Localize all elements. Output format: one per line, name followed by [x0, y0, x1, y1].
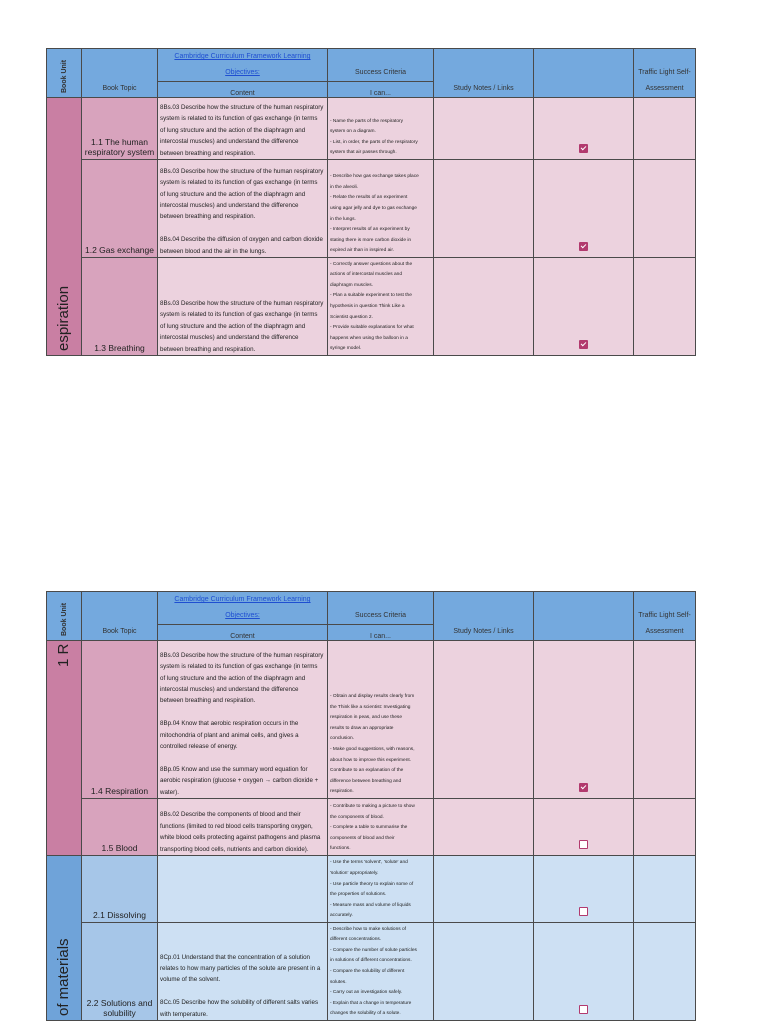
text-line: - Carry out an investigation safely. — [330, 990, 403, 996]
text-line: aerobic respiration (glucose + oxygen → carbon dioxide + — [160, 777, 319, 785]
notes-cell[interactable] — [434, 856, 534, 923]
text-line — [160, 707, 326, 718]
text-line: 8Bp.05 Know and use the summary word equation for — [160, 765, 308, 773]
traffic-cell[interactable] — [634, 799, 696, 856]
header-book-topic: Book Topic — [82, 49, 158, 98]
header-blank — [534, 592, 634, 641]
book-unit-label: Book Unit — [61, 59, 68, 93]
content-cell — [158, 923, 328, 1021]
text-line — [160, 752, 326, 763]
text-line: functions. — [330, 846, 351, 852]
text-line: - Name the parts of the respiratory — [330, 118, 404, 124]
text-line: - Describe how gas exchange takes place — [330, 174, 419, 180]
text-line: between breathing and respiration. — [160, 345, 256, 353]
text-line: - Contribute to making a picture to show — [330, 804, 415, 810]
text-line — [160, 223, 326, 234]
text-line: - Complete a table to summarise the — [330, 825, 408, 831]
text-line: respiration in peas, and use these — [330, 715, 403, 721]
text-line: results to draw an appropriate — [330, 725, 394, 731]
checkbox-cell[interactable] — [534, 160, 634, 258]
header-blank — [534, 49, 634, 98]
traffic-cell[interactable] — [634, 160, 696, 258]
header-book-unit — [47, 49, 82, 98]
tracker-sheet-2 — [46, 591, 695, 1021]
text-line: with temperature. — [160, 1010, 208, 1018]
text-line: - Relate the results of an experiment — [330, 195, 408, 201]
content-cell — [158, 856, 328, 923]
text-line: - Compare the solubility of different — [330, 969, 405, 975]
tracker-sheet-1 — [46, 48, 695, 356]
text-line: - Compare the number of solute particles — [330, 947, 417, 953]
text-line: - Interpret results of an experiment by — [330, 227, 410, 233]
text-line: using agar jelly and dye to gas exchange — [330, 206, 417, 212]
header-traffic — [634, 592, 696, 641]
text-line: expired air than in inspired air. — [330, 248, 394, 254]
notes-cell[interactable] — [434, 258, 534, 356]
text-line: 8Bs.02 Describe the components of blood and their — [160, 811, 301, 819]
unit-label-r: 1 R — [55, 643, 72, 667]
text-line: system on a diagram. — [330, 129, 376, 135]
notes-cell[interactable] — [434, 160, 534, 258]
header-traffic — [634, 49, 696, 98]
check-box[interactable] — [579, 1005, 588, 1014]
unit-cell-respiration — [47, 98, 82, 356]
notes-cell[interactable] — [434, 923, 534, 1021]
text-line: - Use particle theory to explain some of — [330, 881, 414, 887]
text-line: functions (limited to red blood cells transporting oxygen, — [160, 822, 313, 830]
success-cell — [328, 258, 434, 356]
unit-label-respiration: espiration — [55, 285, 72, 351]
text-line: water). — [160, 788, 179, 796]
text-line: between blood and the air in the lungs. — [160, 247, 267, 255]
traffic-line2: Assessment — [645, 85, 684, 92]
text-line: between breathing and respiration. — [160, 213, 256, 221]
text-line: - Describe how to make solutions of — [330, 926, 406, 932]
text-line: syringe model. — [330, 346, 362, 352]
text-line: volume of the solvent. — [160, 976, 221, 984]
book-unit-label: Book Unit — [61, 602, 68, 636]
text-line: Scientist question 2. — [330, 314, 373, 320]
checkbox-cell[interactable] — [534, 799, 634, 856]
tracker-table-1 — [46, 48, 696, 356]
text-line: relates to how many particles of the solute are present in a — [160, 964, 321, 972]
success-cell — [328, 641, 434, 799]
traffic-cell[interactable] — [634, 641, 696, 799]
header-content: Content — [158, 82, 328, 98]
text-line: system is related to its function of gas exchange (in terms — [160, 115, 318, 123]
traffic-line1: Traffic Light Self- — [638, 69, 691, 76]
text-line: the properties of solutions. — [330, 892, 387, 898]
text-line: Contribute to an explanation of the — [330, 768, 404, 774]
content-cell — [158, 641, 328, 799]
text-line: - Provide suitable explanations for what — [330, 325, 414, 331]
text-line: 8Bs.03 Describe how the structure of the human respiratory — [160, 651, 324, 659]
success-cell — [328, 923, 434, 1021]
checkbox-cell[interactable] — [534, 856, 634, 923]
text-line: of lung structure and the action of the diaphragm and — [160, 674, 306, 682]
text-line: mitochondria of plant and animal cells, and gives a — [160, 731, 299, 739]
text-line: of lung structure and the action of the diaphragm and — [160, 322, 306, 330]
content-cell — [158, 258, 328, 356]
text-line — [160, 986, 326, 997]
success-cell — [328, 98, 434, 160]
text-line: system is related to its function of gas exchange (in terms — [160, 179, 318, 187]
unit-cell-respiration — [47, 641, 82, 856]
header-ican: I can... — [328, 625, 434, 641]
notes-cell[interactable] — [434, 98, 534, 160]
check-box[interactable] — [579, 907, 588, 916]
text-line: diaphragm muscles. — [330, 282, 373, 288]
framework-link-line1[interactable]: Cambridge Curriculum Framework Learning — [174, 53, 311, 60]
text-line: system is related to its function of gas exchange (in terms — [160, 663, 318, 671]
content-cell — [158, 160, 328, 258]
header-ican: I can... — [328, 82, 434, 98]
traffic-line2: Assessment — [645, 628, 684, 635]
text-line: in the lungs. — [330, 216, 356, 222]
text-line: 8Cc.05 Describe how the solubility of different salts varies — [160, 999, 319, 1007]
topic-cell: 1.4 Respiration — [82, 641, 158, 799]
unit-cell-materials — [47, 856, 82, 1021]
traffic-cell[interactable] — [634, 923, 696, 1021]
success-cell — [328, 799, 434, 856]
text-line: hypothesis in question Think Like a — [330, 304, 405, 310]
text-line: about how to improve this experiment. — [330, 757, 412, 763]
check-box[interactable] — [579, 144, 588, 153]
text-line: happens when using the balloon in a — [330, 335, 408, 341]
framework-link-line2[interactable]: Objectives: — [225, 69, 260, 76]
check-box[interactable] — [579, 840, 588, 849]
topic-cell: 1.2 Gas exchange — [82, 160, 158, 258]
text-line: solutes. — [330, 979, 347, 985]
success-cell — [328, 160, 434, 258]
check-box[interactable] — [579, 340, 588, 349]
text-line: intercostal muscles) and understand the difference — [160, 685, 299, 693]
text-line: actions of intercostal muscles and — [330, 272, 402, 278]
text-line: transporting blood cells, nutrients and carbon dioxide). — [160, 845, 309, 853]
traffic-cell[interactable] — [634, 258, 696, 356]
text-line: 'solution' appropriately. — [330, 871, 379, 877]
text-line: - Plan a suitable experiment to test the — [330, 293, 412, 299]
text-line: components of blood and their — [330, 835, 395, 841]
text-line: - Measure mass and volume of liquids — [330, 902, 411, 908]
text-line: intercostal muscles) and understand the difference — [160, 334, 299, 342]
text-line: intercostal muscles) and understand the difference — [160, 201, 299, 209]
topic-cell: 2.1 Dissolving — [82, 856, 158, 923]
checkbox-cell[interactable] — [534, 641, 634, 799]
text-line: - Obtain and display results clearly from — [330, 694, 415, 700]
text-line: 8Bs.03 Describe how the structure of the human respiratory — [160, 167, 324, 175]
header-notes: Study Notes / Links — [434, 592, 534, 641]
text-line: different concentrations. — [330, 937, 382, 943]
text-line: intercostal muscles) and understand the difference — [160, 138, 299, 146]
text-line: system is related to its function of gas exchange (in terms — [160, 311, 318, 319]
topic-cell: 1.5 Blood — [82, 799, 158, 856]
topic-cell: 2.2 Solutions and solubility — [82, 923, 158, 1021]
check-box[interactable] — [579, 242, 588, 251]
text-line: stating there is more carbon dioxide in — [330, 237, 412, 243]
text-line: respiration. — [330, 789, 354, 795]
text-line: - Use the terms 'solvent', 'solute' and — [330, 860, 408, 866]
text-line: - Make good suggestions, with reasons, — [330, 747, 415, 753]
text-line: the components of blood. — [330, 814, 384, 820]
check-box[interactable] — [579, 783, 588, 792]
traffic-line1: Traffic Light Self- — [638, 612, 691, 619]
text-line: of lung structure and the action of the diaphragm and — [160, 126, 306, 134]
topic-cell: 1.3 Breathing — [82, 258, 158, 356]
topic-cell: 1.1 The human respiratory system — [82, 98, 158, 160]
text-line: conclusion. — [330, 736, 354, 742]
text-line: changes the solubility of a solute. — [330, 1011, 401, 1017]
checkbox-cell[interactable] — [534, 923, 634, 1021]
text-line: 8Bs.03 Describe how the structure of the human respiratory — [160, 103, 324, 111]
text-line: between breathing and respiration. — [160, 149, 256, 157]
text-line: the Think like a scientist: Investigating — [330, 704, 411, 710]
text-line: - List, in order, the parts of the respiratory — [330, 139, 418, 145]
text-line: 8Bs.03 Describe how the structure of the human respiratory — [160, 299, 324, 307]
header-notes: Study Notes / Links — [434, 49, 534, 98]
text-line: - Correctly answer questions about the — [330, 261, 413, 267]
notes-cell[interactable] — [434, 641, 534, 799]
text-line: 8Cp.01 Understand that the concentration of a solution — [160, 953, 310, 961]
content-cell — [158, 799, 328, 856]
text-line: controlled release of energy. — [160, 742, 238, 750]
text-line: difference between breathing and — [330, 778, 402, 784]
text-line: - Explain that a change in temperature — [330, 1000, 412, 1006]
header-framework[interactable] — [158, 592, 328, 625]
text-line: 8Bp.04 Know that aerobic respiration occurs in the — [160, 720, 299, 728]
text-line: accurately. — [330, 913, 353, 919]
traffic-cell[interactable] — [634, 856, 696, 923]
unit-label-materials: of materials — [55, 938, 72, 1016]
text-line: between breathing and respiration. — [160, 697, 256, 705]
checkbox-cell[interactable] — [534, 258, 634, 356]
header-framework[interactable] — [158, 49, 328, 82]
framework-link-line2[interactable]: Objectives: — [225, 612, 260, 619]
header-book-topic: Book Topic — [82, 592, 158, 641]
header-content: Content — [158, 625, 328, 641]
content-cell — [158, 98, 328, 160]
notes-cell[interactable] — [434, 799, 534, 856]
text-line: system that air passes through. — [330, 150, 397, 156]
framework-link-line1[interactable]: Cambridge Curriculum Framework Learning — [174, 596, 311, 603]
text-line: white blood cells protecting against pathogens and plasma — [160, 834, 321, 842]
text-line: in the alveoli. — [330, 184, 358, 190]
checkbox-cell[interactable] — [534, 98, 634, 160]
header-success: Success Criteria — [328, 49, 434, 82]
text-line: 8Bs.04 Describe the diffusion of oxygen and carbon dioxide — [160, 236, 323, 244]
header-success: Success Criteria — [328, 592, 434, 625]
text-line: in solutions of different concentrations. — [330, 958, 412, 964]
text-line: of lung structure and the action of the diaphragm and — [160, 190, 306, 198]
tracker-table-2 — [46, 591, 696, 1021]
traffic-cell[interactable] — [634, 98, 696, 160]
header-book-unit — [47, 592, 82, 641]
success-cell — [328, 856, 434, 923]
